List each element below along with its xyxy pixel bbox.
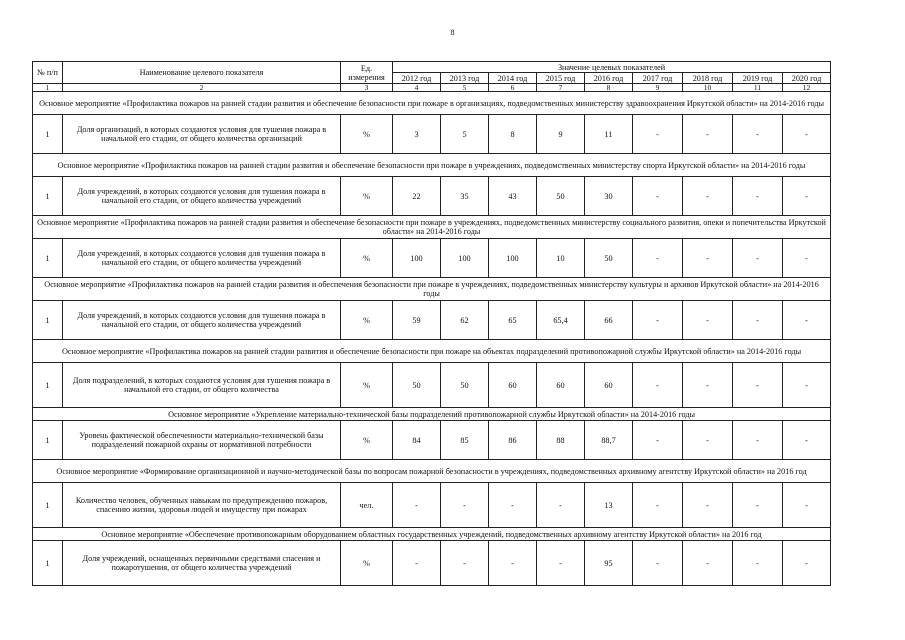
column-number: 8 bbox=[585, 84, 633, 92]
value-cell: 95 bbox=[585, 541, 633, 586]
value-cell: - bbox=[633, 421, 683, 460]
value-cell: 84 bbox=[393, 421, 441, 460]
value-cell: - bbox=[633, 363, 683, 408]
value-cell: - bbox=[633, 541, 683, 586]
value-cell: - bbox=[683, 301, 733, 340]
value-cell: - bbox=[683, 239, 733, 278]
header-num: № п/п bbox=[33, 62, 63, 84]
value-cell: 88 bbox=[537, 421, 585, 460]
column-number: 7 bbox=[537, 84, 585, 92]
unit: % bbox=[341, 541, 393, 586]
value-cell: 88,7 bbox=[585, 421, 633, 460]
value-cell: - bbox=[783, 115, 831, 154]
row-num: 1 bbox=[33, 421, 63, 460]
value-cell: - bbox=[633, 483, 683, 528]
target-indicators-table bbox=[32, 61, 831, 586]
row-num: 1 bbox=[33, 301, 63, 340]
header-name: Наименование целевого показателя bbox=[63, 62, 341, 84]
value-cell: - bbox=[783, 421, 831, 460]
value-cell: - bbox=[733, 239, 783, 278]
header-year: 2017 год bbox=[633, 73, 683, 84]
value-cell: - bbox=[733, 421, 783, 460]
unit: чел. bbox=[341, 483, 393, 528]
unit: % bbox=[341, 301, 393, 340]
indicator-name: Доля организаций, в которых создаются условия для тушения пожара в начальной его стадии, от общего количества организаций bbox=[63, 115, 341, 154]
unit: % bbox=[341, 421, 393, 460]
column-number: 6 bbox=[489, 84, 537, 92]
value-cell: 66 bbox=[585, 301, 633, 340]
value-cell: 100 bbox=[441, 239, 489, 278]
value-cell: - bbox=[783, 301, 831, 340]
value-cell: - bbox=[733, 541, 783, 586]
value-cell: 8 bbox=[489, 115, 537, 154]
column-number: 5 bbox=[441, 84, 489, 92]
value-cell: 62 bbox=[441, 301, 489, 340]
value-cell: 86 bbox=[489, 421, 537, 460]
table-row bbox=[33, 541, 831, 586]
indicator-name: Доля учреждений, в которых создаются условия для тушения пожара в начальной его стадии, от общего количества учреждений bbox=[63, 239, 341, 278]
column-number: 12 bbox=[783, 84, 831, 92]
value-cell: - bbox=[683, 541, 733, 586]
value-cell: 60 bbox=[537, 363, 585, 408]
section-title: Основное мероприятие «Профилактика пожаров на ранней стадии развития и обеспечение безопасности при пожаре в организациях, подведомственных министерству здравоохранения Иркутской области» на 2014-2016 годы bbox=[33, 92, 831, 115]
value-cell: 50 bbox=[441, 363, 489, 408]
indicator-name: Количество человек, обученных навыкам по предупреждению пожаров, спасению жизни, здоровья людей и имуществу при пожарах bbox=[63, 483, 341, 528]
unit: % bbox=[341, 239, 393, 278]
header-year: 2016 год bbox=[585, 73, 633, 84]
indicator-name: Доля подразделений, в которых создаются условия для тушения пожара в начальной его стадии, от общего количества bbox=[63, 363, 341, 408]
unit: % bbox=[341, 115, 393, 154]
value-cell: - bbox=[783, 541, 831, 586]
header-year: 2015 год bbox=[537, 73, 585, 84]
value-cell: 50 bbox=[585, 239, 633, 278]
value-cell: 9 bbox=[537, 115, 585, 154]
value-cell: 59 bbox=[393, 301, 441, 340]
row-num: 1 bbox=[33, 483, 63, 528]
header-values-group: Значение целевых показателей bbox=[393, 62, 831, 73]
table-row bbox=[33, 483, 831, 528]
value-cell: 50 bbox=[393, 363, 441, 408]
value-cell: - bbox=[733, 363, 783, 408]
value-cell: - bbox=[783, 363, 831, 408]
indicator-name: Доля учреждений, оснащенных первичными средствами спасения и пожаротушения, от общего количества учреждений bbox=[63, 541, 341, 586]
value-cell: - bbox=[683, 177, 733, 216]
value-cell: - bbox=[683, 483, 733, 528]
value-cell: 60 bbox=[489, 363, 537, 408]
row-num: 1 bbox=[33, 239, 63, 278]
section-title: Основное мероприятие «Профилактика пожаров на ранней стадии развития и обеспечение безопасности при пожаре на объектах подразделений противопожарной службы Иркутской области» на 2014-2016 годы bbox=[33, 340, 831, 363]
value-cell: - bbox=[633, 115, 683, 154]
value-cell: 65 bbox=[489, 301, 537, 340]
column-number: 11 bbox=[733, 84, 783, 92]
header-year: 2019 год bbox=[733, 73, 783, 84]
value-cell: 10 bbox=[537, 239, 585, 278]
value-cell: - bbox=[633, 177, 683, 216]
value-cell: - bbox=[733, 115, 783, 154]
table-row bbox=[33, 177, 831, 216]
value-cell: - bbox=[393, 483, 441, 528]
value-cell: - bbox=[489, 483, 537, 528]
header-year: 2018 год bbox=[683, 73, 733, 84]
value-cell: - bbox=[783, 483, 831, 528]
header-year: 2012 год bbox=[393, 73, 441, 84]
column-number: 9 bbox=[633, 84, 683, 92]
row-num: 1 bbox=[33, 115, 63, 154]
value-cell: - bbox=[683, 421, 733, 460]
value-cell: 35 bbox=[441, 177, 489, 216]
value-cell: 43 bbox=[489, 177, 537, 216]
row-num: 1 bbox=[33, 177, 63, 216]
value-cell: - bbox=[683, 363, 733, 408]
indicator-name: Доля учреждений, в которых создаются условия для тушения пожара в начальной его стадии, от общего количества учреждений bbox=[63, 177, 341, 216]
page-number: 8 bbox=[450, 28, 455, 37]
header-unit: Ед. измерения bbox=[341, 62, 393, 84]
value-cell: 60 bbox=[585, 363, 633, 408]
column-number: 3 bbox=[341, 84, 393, 92]
value-cell: - bbox=[783, 239, 831, 278]
value-cell: - bbox=[633, 239, 683, 278]
value-cell: 3 bbox=[393, 115, 441, 154]
value-cell: - bbox=[441, 483, 489, 528]
value-cell: 65,4 bbox=[537, 301, 585, 340]
table-row bbox=[33, 421, 831, 460]
value-cell: - bbox=[489, 541, 537, 586]
value-cell: - bbox=[733, 301, 783, 340]
section-title: Основное мероприятие «Профилактика пожаров на ранней стадии развития и обеспечения безопасности при пожаре в учреждениях, подведомственных министерству культуры и архивов Иркутской области» на 2014-2016 годы bbox=[33, 278, 831, 301]
value-cell: - bbox=[683, 115, 733, 154]
value-cell: - bbox=[733, 177, 783, 216]
row-num: 1 bbox=[33, 541, 63, 586]
table-row bbox=[33, 363, 831, 408]
value-cell: - bbox=[393, 541, 441, 586]
header-year: 2014 год bbox=[489, 73, 537, 84]
value-cell: - bbox=[537, 483, 585, 528]
value-cell: 50 bbox=[537, 177, 585, 216]
table-row bbox=[33, 115, 831, 154]
unit: % bbox=[341, 363, 393, 408]
value-cell: - bbox=[783, 177, 831, 216]
table-row bbox=[33, 301, 831, 340]
value-cell: 100 bbox=[489, 239, 537, 278]
value-cell: 13 bbox=[585, 483, 633, 528]
table-row bbox=[33, 239, 831, 278]
section-title: Основное мероприятие «Профилактика пожаров на ранней стадии развития и обеспечение безопасности при пожаре в учреждениях, подведомственных министерству социального развития, опеки и попечительства Иркутской области» на 2014-2016 годы bbox=[33, 216, 831, 239]
row-num: 1 bbox=[33, 363, 63, 408]
value-cell: 100 bbox=[393, 239, 441, 278]
column-number: 1 bbox=[33, 84, 63, 92]
value-cell: 5 bbox=[441, 115, 489, 154]
column-number: 4 bbox=[393, 84, 441, 92]
unit: % bbox=[341, 177, 393, 216]
header-year: 2020 год bbox=[783, 73, 831, 84]
value-cell: 85 bbox=[441, 421, 489, 460]
value-cell: - bbox=[537, 541, 585, 586]
value-cell: - bbox=[733, 483, 783, 528]
value-cell: 30 bbox=[585, 177, 633, 216]
value-cell: - bbox=[633, 301, 683, 340]
column-number: 10 bbox=[683, 84, 733, 92]
section-title: Основное мероприятие «Укрепление материально-технической базы подразделений противопожарной службы Иркутской области» на 2014-2016 годы bbox=[33, 408, 831, 421]
section-title: Основное мероприятие «Обеспечение противопожарным оборудованием областных государственных учреждений, подведомственных архивному агентству Иркутской области» на 2016 год bbox=[33, 528, 831, 541]
value-cell: - bbox=[441, 541, 489, 586]
indicator-name: Доля учреждений, в которых создаются условия для тушения пожара в начальной его стадии, от общего количества учреждений bbox=[63, 301, 341, 340]
value-cell: 22 bbox=[393, 177, 441, 216]
section-title: Основное мероприятие «Профилактика пожаров на ранней стадии развития и обеспечение безопасности при пожаре в учреждениях, подведомственных министерству спорта Иркутской области» на 2014-2016 годы bbox=[33, 154, 831, 177]
section-title: Основное мероприятие «Формирование организационной и научно-методической базы по вопросам пожарной безопасности в учреждениях, подведомственных архивному агентству Иркутской области» на 2016 год bbox=[33, 460, 831, 483]
indicator-name: Уровень фактической обеспеченности материально-технической базы подразделений пожарной охраны от нормативной потребности bbox=[63, 421, 341, 460]
header-year: 2013 год bbox=[441, 73, 489, 84]
column-number: 2 bbox=[63, 84, 341, 92]
value-cell: 11 bbox=[585, 115, 633, 154]
